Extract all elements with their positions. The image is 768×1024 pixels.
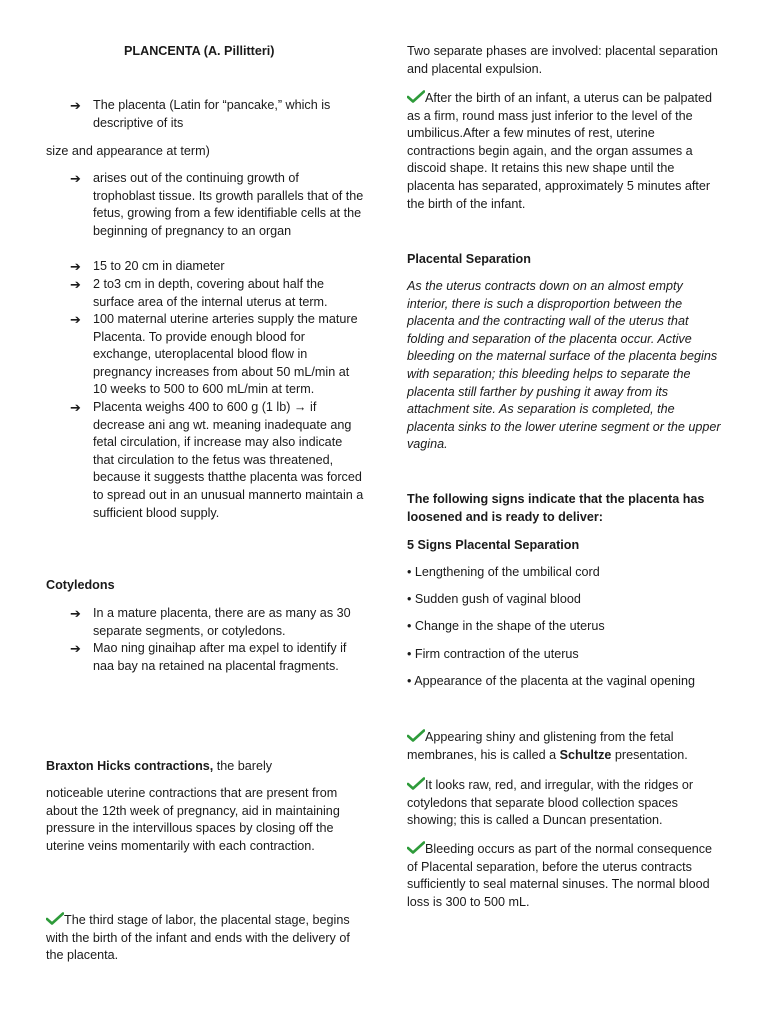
- braxton-line: [46, 758, 364, 776]
- after-birth-paragraph: [407, 90, 725, 213]
- cotyledon-item: [46, 640, 364, 675]
- arrow-icon: ➔: [70, 98, 81, 113]
- fact-text: 15 to 20 cm in diameter: [93, 259, 225, 273]
- arrow-icon: ➔: [70, 641, 81, 656]
- arrow-icon: ➔: [70, 259, 81, 274]
- fact-item: [46, 276, 364, 311]
- arrow-icon: ➔: [70, 606, 81, 621]
- sign-item: • Appearance of the placenta at the vaginal opening: [407, 674, 695, 688]
- fact-item: [46, 399, 364, 522]
- checkmark-icon: [407, 90, 425, 103]
- sign-item: • Change in the shape of the uterus: [407, 619, 605, 633]
- checkmark-icon: [407, 777, 425, 790]
- arrow-icon: ➔: [70, 171, 81, 186]
- duncan-text: It looks raw, red, and irregular, with the ridges or cotyledons that separate blood collection spaces showing; this is called a Duncan presentation.: [407, 778, 694, 828]
- page-title: PLANCENTA (A. Pillitteri): [124, 44, 275, 58]
- arrow-icon: ➔: [70, 277, 81, 292]
- checkmark-icon: [407, 841, 425, 854]
- fact-text: 100 maternal uterine arteries supply the mature Placenta. To provide enough blood for exchange, uteroplacental blood flow in pregnancy increases from about 50 mL/min at 10 weeks to 500 to 600 mL/min at term.: [93, 312, 358, 397]
- braxton-description: noticeable uterine contractions that are present from about the 12th week of pregnancy, aid in maintaining pressure in the intervillous spaces by closing off the uterine veins momentarily with each contraction.: [46, 786, 340, 853]
- cotyledon-text: In a mature placenta, there are as many as 30 separate segments, or cotyledons.: [93, 606, 351, 638]
- intro-bullet: [46, 97, 364, 132]
- schultze-paragraph: [407, 729, 725, 764]
- third-stage-text: The third stage of labor, the placental stage, begins with the birth of the infant and ends with the delivery of the placenta.: [46, 913, 350, 963]
- sign-item: • Lengthening of the umbilical cord: [407, 565, 600, 579]
- arrow-icon: ➔: [70, 312, 81, 327]
- fact-text: Placenta weighs 400 to 600 g (1 lb) → if decrease ani ang wt. meaning inadequate ang fetal circulation, if increase may also indicate that circulation to the fetus was threatened, because it suggests thatthe placenta was forced to spread out in an unusual mannerto maintain a sufficient blood supply.: [93, 400, 364, 520]
- cotyledon-item: [46, 605, 364, 640]
- braxton-rest: the barely: [213, 759, 273, 773]
- duncan-paragraph: [407, 777, 725, 830]
- third-stage-paragraph: [46, 912, 364, 965]
- signs-intro: The following signs indicate that the placenta has loosened and is ready to deliver:: [407, 492, 705, 524]
- separation-heading: Placental Separation: [407, 252, 531, 266]
- bleeding-paragraph: [407, 841, 725, 911]
- signs-heading: 5 Signs Placental Separation: [407, 538, 580, 552]
- arrow-icon: ➔: [70, 400, 81, 415]
- after-birth-text: After the birth of an infant, a uterus can be palpated as a firm, round mass just inferior to the level of the umbilicus.After a few minutes of rest, uterine contractions begin again, and the organ assumes a discoid shape. It retains this new shape until the placenta has separated, approximately 5 minutes after the birth of the infant.: [407, 91, 713, 211]
- checkmark-icon: [407, 729, 425, 742]
- checkmark-icon: [46, 912, 64, 925]
- separation-paragraph: As the uterus contracts down on an almost empty interior, there is such a disproportion between the placenta and the contracting wall of the uterus that folding and separation of the placenta occur. Active bleeding on the maternal surface of the placenta begins with separation; this bleeding helps to separate the placenta still farther by pushing it away from its attachment site. As separation is completed, the placenta sinks to the lower uterine segment or the upper vagina.: [407, 279, 721, 452]
- sign-item: • Sudden gush of vaginal blood: [407, 592, 581, 606]
- cotyledon-text: Mao ning ginaihap after ma expel to identify if naa bay na retained na placental fragments.: [93, 641, 347, 673]
- phases-paragraph: Two separate phases are involved: placental separation and placental expulsion.: [407, 44, 718, 76]
- fact-item: [46, 170, 364, 240]
- schultze-post: presentation.: [611, 747, 688, 762]
- sign-item: • Firm contraction of the uterus: [407, 647, 579, 661]
- fact-item: [46, 311, 364, 399]
- fact-text: 2 to3 cm in depth, covering about half the surface area of the internal uterus at term.: [93, 277, 328, 309]
- intro-bullet-text: The placenta (Latin for “pancake,” which is descriptive of its: [93, 98, 331, 130]
- intro-continuation: size and appearance at term): [46, 144, 210, 158]
- braxton-term: Braxton Hicks contractions,: [46, 759, 214, 773]
- schultze-term: Schultze: [559, 747, 612, 762]
- schultze-pre: Appearing shiny and glistening from the fetal membranes, his is called a: [407, 730, 674, 762]
- cotyledons-heading: Cotyledons: [46, 578, 115, 592]
- bleeding-text: Bleeding occurs as part of the normal consequence of Placental separation, before the uterus contracts sufficiently to seal maternal sinuses. The normal blood loss is 300 to 500 mL.: [407, 842, 713, 909]
- fact-text: arises out of the continuing growth of trophoblast tissue. Its growth parallels that of the fetus, growing from a few identifiable cells at the beginning of pregnancy to an organ: [93, 171, 364, 238]
- fact-item: [46, 258, 364, 276]
